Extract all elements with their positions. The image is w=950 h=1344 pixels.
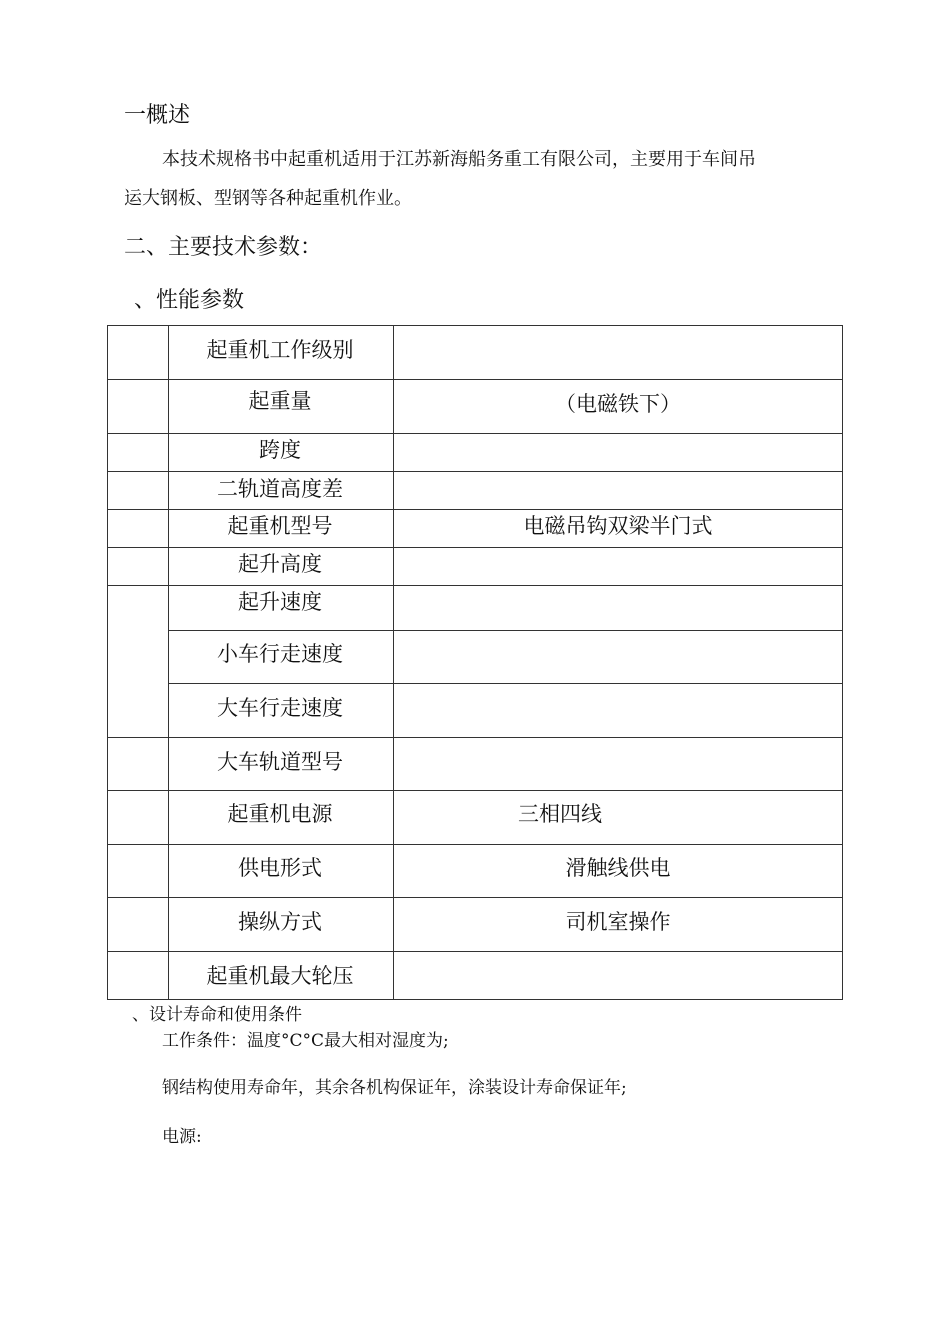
param-label: 起升高度: [238, 552, 322, 576]
table-border-right: [842, 325, 843, 999]
table-rule: [107, 325, 843, 326]
param-label: 起重机型号: [227, 514, 333, 538]
param-value: 司机室操作: [565, 910, 671, 934]
table-rule: [107, 737, 843, 738]
table-rule: [107, 790, 843, 791]
param-label: 小车行走速度: [217, 642, 343, 666]
table-rule: [107, 897, 843, 898]
section-heading-overview: 一概述: [124, 103, 191, 128]
param-value: 三相四线: [518, 802, 602, 826]
param-label: 起重机工作级别: [206, 338, 354, 362]
subheading-design-life: 、设计寿命和使用条件: [132, 1005, 302, 1025]
table-rule: [107, 379, 843, 380]
table-rule: [107, 433, 843, 434]
param-value: 滑触线供电: [565, 856, 671, 880]
overview-paragraph-line-1: 本技术规格书中起重机适用于江苏新海船务重工有限公司，主要用于车间吊: [162, 149, 756, 170]
param-label: 大车轨道型号: [217, 750, 343, 774]
param-label: 操纵方式: [238, 910, 322, 934]
param-label: 跨度: [259, 438, 301, 462]
subheading-performance-parameters: 、性能参数: [134, 288, 245, 313]
param-label: 供电形式: [238, 856, 322, 880]
table-rule: [107, 547, 843, 548]
param-label: 起重机电源: [227, 802, 333, 826]
table-rule: [168, 683, 843, 684]
power-supply-line: 电源:: [162, 1127, 202, 1147]
section-heading-main-parameters: 二、主要技术参数：: [124, 235, 323, 260]
working-conditions-line: 工作条件：温度°C°C最大相对湿度为;: [162, 1031, 449, 1051]
table-rule: [168, 630, 843, 631]
param-label: 大车行走速度: [217, 696, 343, 720]
table-column-divider: [168, 325, 169, 999]
table-rule: [107, 471, 843, 472]
table-rule: [107, 844, 843, 845]
param-value: （电磁铁下）: [555, 392, 681, 416]
performance-parameters-table: [107, 325, 843, 999]
param-label: 起重量: [248, 389, 312, 413]
table-rule: [107, 951, 843, 952]
table-border-left: [107, 325, 108, 999]
table-column-divider: [393, 325, 394, 999]
param-label: 二轨道高度差: [217, 477, 343, 501]
param-label: 起重机最大轮压: [206, 964, 354, 988]
table-rule: [107, 585, 843, 586]
param-label: 起升速度: [238, 590, 322, 614]
overview-paragraph-line-2: 运大钢板、型钢等各种起重机作业。: [124, 188, 412, 209]
service-life-line: 钢结构使用寿命年，其余各机构保证年，涂装设计寿命保证年;: [162, 1078, 627, 1098]
table-rule: [107, 509, 843, 510]
param-value: 电磁吊钩双梁半门式: [523, 514, 713, 538]
